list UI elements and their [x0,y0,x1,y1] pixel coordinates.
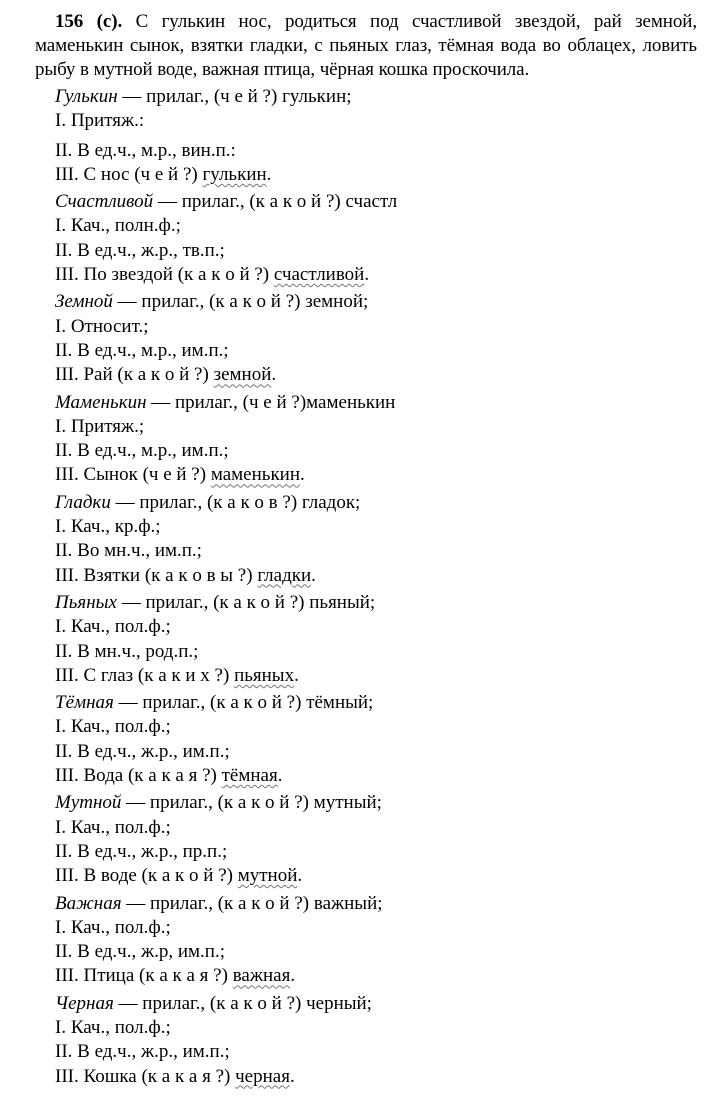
entry-feature-2: II. В мн.ч., род.п.; [55,640,199,662]
entry-end: . [294,664,299,686]
entry-role: III. Вода (к а к а я ?) [55,765,222,787]
entry-feature-3 [55,363,697,387]
entry-feature-2: II. В ед.ч., м.р., им.п.; [55,440,229,462]
analysis-entry [35,791,697,888]
entry-word: Земной [55,291,113,313]
entry-feature-2: II. В ед.ч., ж.р, им.п.; [55,941,225,963]
entries-list [35,85,697,1089]
exercise-text: С гулькин нос, родиться под счастливой звездой, рай земной, маменькин сынок, взятки гладки, с пьяных глаз, тёмная вода во облацех, ловить рыбу в мутной воде, важная птица, чёрная кошка проскочила. [35,11,697,80]
entry-feature-2: II. В ед.ч., ж.р., им.п.; [55,740,230,762]
entry-feature-1: I. Притяж.: [55,110,145,132]
entry-role: III. С нос (ч е й ?) [55,163,203,185]
exercise-statement [35,10,697,82]
entry-role: III. В воде (к а к о й ?) [55,865,238,887]
entry-heading [55,992,697,1016]
entry-feature-2: II. Во мн.ч., им.п.; [55,540,202,562]
entry-underlined-word: черная [235,1065,290,1087]
entry-word: Мутной [55,792,122,814]
entry-heading [55,290,697,314]
entry-feature-3 [55,564,697,588]
entry-feature-3 [55,964,697,988]
entry-underlined-word: важная [232,965,291,987]
entry-description: — прилаг., (к а к о й ?) мутный; [121,792,382,814]
entry-description: — прилаг., (ч е й ?) гулькин; [117,86,352,107]
entry-word: Счастливой [55,191,154,213]
entry-word: Тёмная [55,692,114,714]
entry-heading [55,491,697,515]
entry-description: — прилаг., (к а к о й ?) тёмный; [113,692,374,714]
entry-description: — прилаг., (к а к о й ?) земной; [112,291,369,313]
analysis-entry [35,491,697,588]
entry-feature-3 [55,764,697,788]
entry-role: III. Кошка (к а к а я ?) [55,1065,236,1087]
analysis-entry [35,992,697,1089]
entry-role: III. По звездой (к а к о й ?) [55,264,274,286]
entry-feature-2: II. В ед.ч., м.р., вин.п.: [55,139,236,161]
entry-role: III. С глаз (к а к и х ?) [55,664,235,686]
analysis-entry [35,190,697,287]
entry-feature-2: II. В ед.ч., ж.р., тв.п.; [55,239,225,261]
entry-underlined-word: мутной [237,865,298,887]
entry-feature-1: I. Кач., пол.ф.; [55,816,171,838]
entry-word: Гулькин [55,86,118,107]
entry-end: . [289,1065,295,1087]
entry-word: Пьяных [55,591,117,613]
entry-end: . [300,464,305,486]
entry-feature-1: I. Кач., кр.ф.; [55,516,161,538]
entry-feature-3 [55,463,697,487]
entry-underlined-word: пьяных [234,664,295,686]
entry-role: III. Птица (к а к а я ?) [55,965,233,987]
entry-end: . [290,965,296,987]
exercise-number: 156 (с). [55,11,123,32]
entry-feature-1: I. Кач., пол.ф.; [55,616,171,638]
entry-heading [55,391,697,415]
entry-feature-1: I. Относит.; [55,315,149,337]
entry-feature-3 [55,263,697,287]
entry-word: Маменькин [55,391,147,413]
entry-end: . [266,163,272,185]
entry-description: — прилаг., (ч е й ?)маменькин [146,391,396,413]
entry-feature-2: II. В ед.ч., ж.р., им.п.; [55,1041,230,1063]
entry-feature-1: I. Притяж.; [55,415,145,437]
entry-role: III. Взятки (к а к о в ы ?) [55,564,258,586]
entry-heading [55,85,697,109]
entry-description: — прилаг., (к а к о й ?) важный; [121,892,383,914]
entry-underlined-word: счастливой [273,264,365,286]
entry-heading [55,791,697,815]
entry-underlined-word: земной [213,364,272,386]
analysis-entry [35,85,697,187]
entry-word: Важная [55,892,122,914]
entry-end: . [271,364,277,386]
entry-heading [55,190,697,214]
entry-feature-2: II. В ед.ч., ж.р., пр.п.; [55,840,228,862]
entry-description: — прилаг., (к а к о й ?) черный; [113,992,372,1014]
entry-feature-1: I. Кач., пол.ф.; [55,1016,171,1038]
entry-feature-1: I. Кач., полн.ф.; [55,215,181,237]
entry-end: . [297,865,303,887]
entry-feature-3 [55,864,697,888]
entry-feature-3 [55,1065,697,1089]
entry-heading [55,591,697,615]
entry-end: . [277,765,283,787]
entry-role: III. Рай (к а к о й ?) [55,364,214,386]
analysis-entry [35,892,697,989]
analysis-entry [35,290,697,387]
entry-feature-1: I. Кач., пол.ф.; [55,916,171,938]
entry-end: . [311,564,316,586]
entry-word: Черная [55,992,114,1014]
entry-underlined-word: маменькин [210,464,301,486]
entry-role: III. Сынок (ч е й ?) [55,464,211,486]
entry-feature-1: I. Кач., пол.ф.; [55,716,171,738]
entry-feature-3 [55,664,697,688]
entry-underlined-word: гулькин [202,163,267,185]
entry-underlined-word: тёмная [221,765,278,787]
entry-heading [55,691,697,715]
entry-end: . [364,264,370,286]
entry-word: Гладки [55,491,111,513]
analysis-entry [35,591,697,688]
entry-description: — прилаг., (к а к о й ?) счастл [153,191,398,213]
entry-feature-3 [55,163,697,187]
entry-feature-2: II. В ед.ч., м.р., им.п.; [55,339,229,361]
entry-underlined-word: гладки [257,564,312,586]
entry-description: — прилаг., (к а к о й ?) пьяный; [116,591,376,613]
analysis-entry [35,691,697,788]
entry-heading [55,892,697,916]
analysis-entry [35,391,697,488]
entry-description: — прилаг., (к а к о в ?) гладок; [110,491,361,513]
